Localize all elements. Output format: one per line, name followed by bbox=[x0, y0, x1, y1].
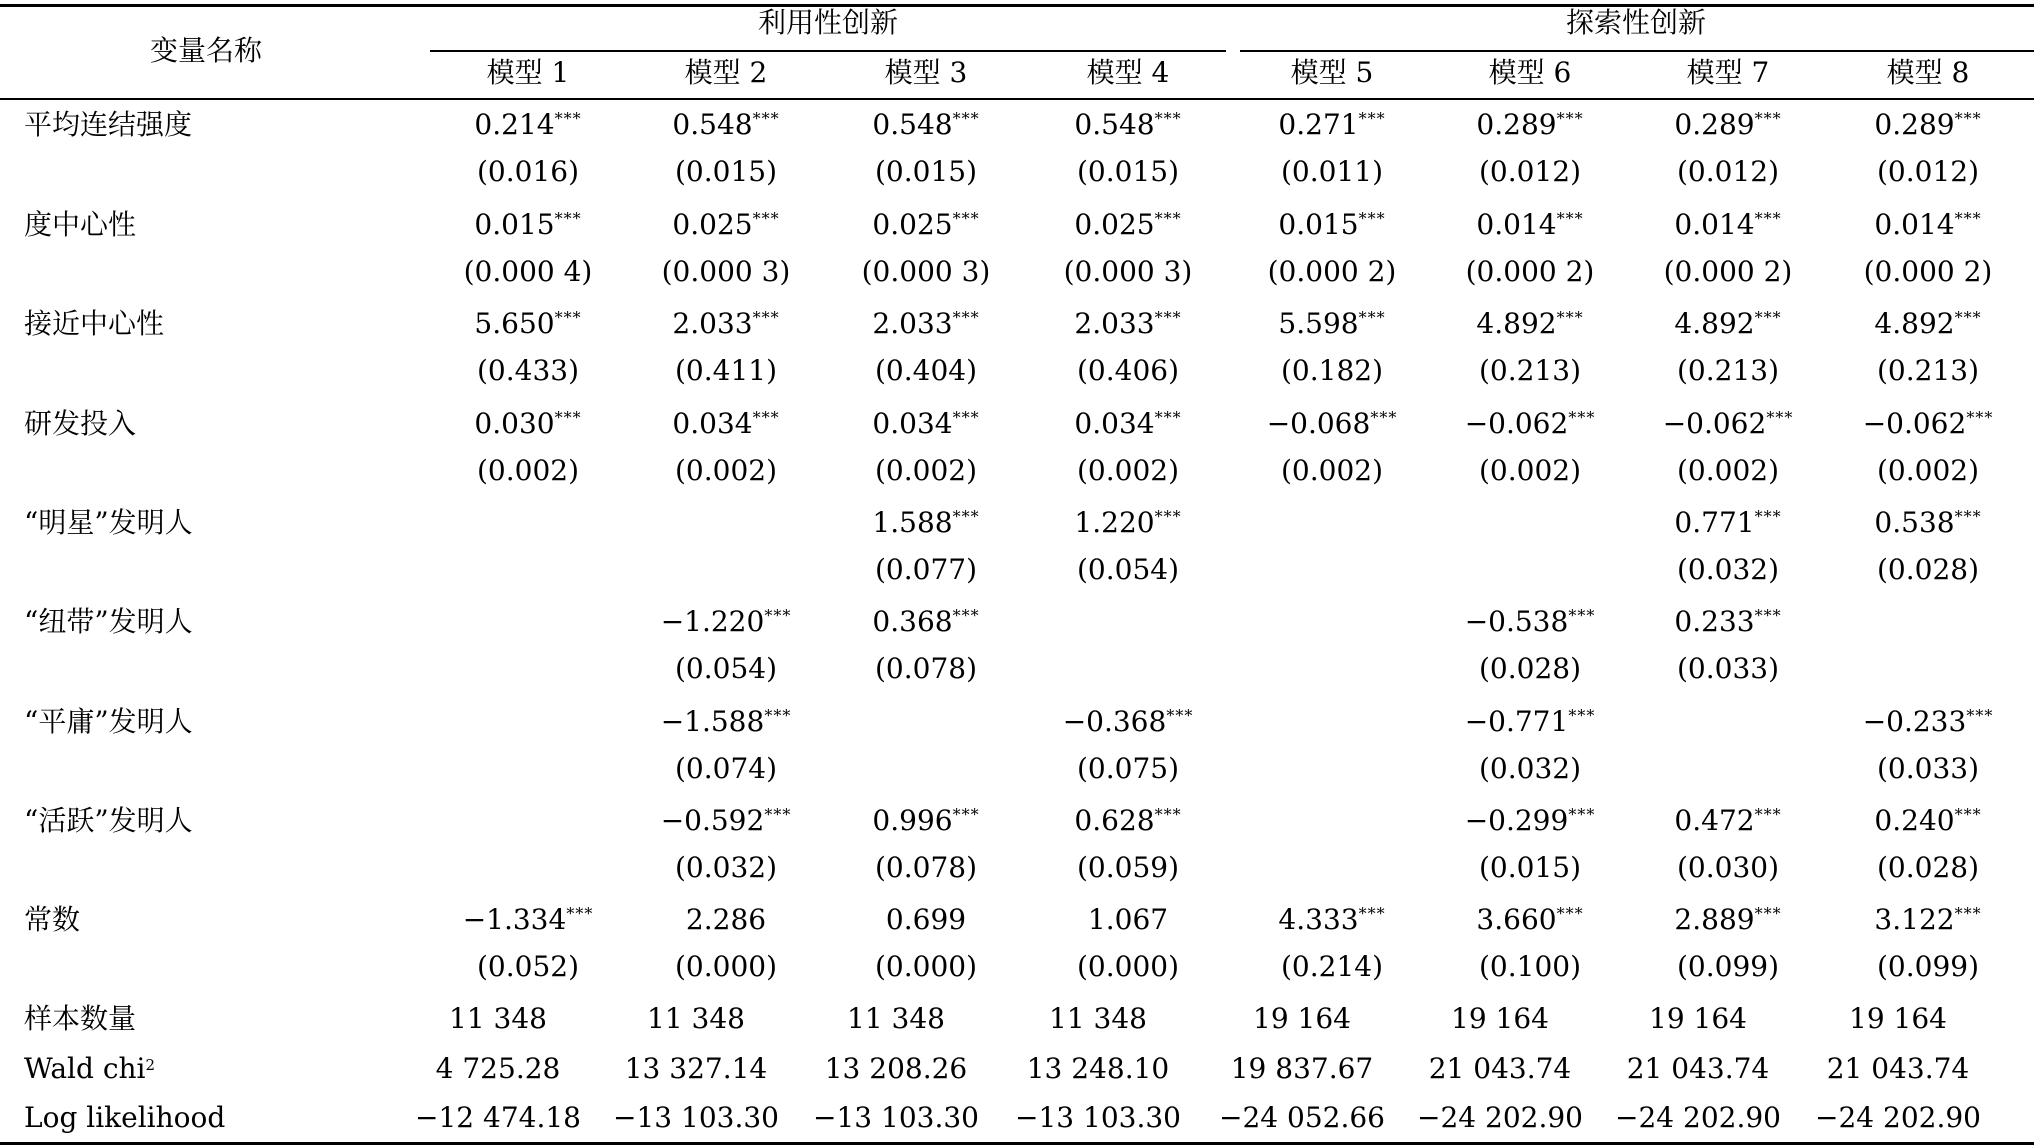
stat-value: 21 043.74 bbox=[1626, 1052, 1770, 1085]
coefficient bbox=[1063, 705, 1194, 739]
significance-stars: *** bbox=[1154, 209, 1182, 228]
standard-error: (0.015) bbox=[674, 155, 778, 188]
coefficient bbox=[872, 108, 979, 142]
coefficient-value: 4.892 bbox=[1476, 307, 1557, 340]
standard-error: (0.214) bbox=[1280, 950, 1384, 983]
stat-value: −24 202.90 bbox=[1815, 1101, 1981, 1134]
standard-error: (0.002) bbox=[1478, 454, 1582, 487]
significance-stars: *** bbox=[752, 408, 780, 427]
coefficient bbox=[1088, 903, 1168, 937]
significance-stars: *** bbox=[1966, 408, 1994, 427]
model-header: 模型 1 bbox=[486, 56, 570, 89]
significance-stars: *** bbox=[1358, 308, 1386, 327]
standard-error: (0.028) bbox=[1876, 553, 1980, 586]
stat-value: 13 208.26 bbox=[824, 1052, 968, 1085]
stat-value: 19 837.67 bbox=[1230, 1052, 1374, 1085]
standard-error: (0.074) bbox=[674, 752, 778, 785]
coefficient bbox=[872, 208, 979, 242]
coefficient bbox=[1874, 208, 1981, 242]
coefficient-value: 0.289 bbox=[1674, 108, 1755, 141]
coefficient-value: −0.771 bbox=[1464, 705, 1569, 738]
coefficient bbox=[1674, 108, 1781, 142]
coefficient-value: −1.334 bbox=[462, 903, 567, 936]
row-label: 接近中心性 bbox=[24, 307, 165, 340]
coefficient bbox=[1874, 307, 1981, 341]
coefficient-value: 4.333 bbox=[1278, 903, 1359, 936]
stat-value: 13 327.14 bbox=[624, 1052, 768, 1085]
significance-stars: *** bbox=[1154, 507, 1182, 526]
significance-stars: *** bbox=[952, 209, 980, 228]
coefficient-value: −0.368 bbox=[1062, 705, 1167, 738]
significance-stars: *** bbox=[1966, 706, 1994, 725]
stat-label bbox=[24, 1101, 225, 1135]
significance-stars: *** bbox=[1954, 507, 1982, 526]
standard-error: (0.000 2) bbox=[1663, 255, 1793, 288]
coefficient bbox=[1267, 407, 1398, 441]
coefficient-value: 0.271 bbox=[1278, 108, 1359, 141]
coefficient bbox=[1476, 903, 1583, 937]
coefficient-value: 2.033 bbox=[872, 307, 953, 340]
standard-error: (0.213) bbox=[1478, 354, 1582, 387]
coefficient bbox=[1465, 705, 1596, 739]
coefficient-value: −0.062 bbox=[1862, 407, 1967, 440]
row-label: “纽带”发明人 bbox=[24, 605, 193, 638]
significance-stars: *** bbox=[1556, 308, 1584, 327]
standard-error: (0.002) bbox=[476, 454, 580, 487]
significance-stars: *** bbox=[1954, 308, 1982, 327]
significance-stars: *** bbox=[1166, 706, 1194, 725]
coefficient bbox=[474, 307, 581, 341]
coefficient-value: 0.014 bbox=[1476, 208, 1557, 241]
significance-stars: *** bbox=[752, 209, 780, 228]
standard-error: (0.000) bbox=[1076, 950, 1180, 983]
group-header-explore: 探索性创新 bbox=[1565, 6, 1707, 39]
coefficient bbox=[1278, 108, 1385, 142]
coefficient bbox=[1674, 605, 1781, 639]
significance-stars: *** bbox=[952, 308, 980, 327]
coefficient bbox=[1874, 804, 1981, 838]
stat-value: −13 103.30 bbox=[1015, 1101, 1181, 1134]
stat-value: −12 474.18 bbox=[415, 1101, 581, 1134]
coefficient bbox=[1465, 605, 1596, 639]
significance-stars: *** bbox=[1754, 109, 1782, 128]
standard-error: (0.032) bbox=[1676, 553, 1780, 586]
coefficient-value: 3.660 bbox=[1476, 903, 1557, 936]
standard-error: (0.213) bbox=[1676, 354, 1780, 387]
significance-stars: *** bbox=[952, 805, 980, 824]
coefficient bbox=[661, 705, 792, 739]
group-rule-exploit bbox=[430, 50, 1226, 52]
coefficient bbox=[661, 804, 792, 838]
significance-stars: *** bbox=[952, 109, 980, 128]
coefficient bbox=[1278, 307, 1385, 341]
significance-stars: *** bbox=[1954, 109, 1982, 128]
coefficient bbox=[1074, 804, 1181, 838]
significance-stars: *** bbox=[1556, 209, 1584, 228]
stat-value: −13 103.30 bbox=[613, 1101, 779, 1134]
coefficient bbox=[1874, 903, 1981, 937]
standard-error: (0.000) bbox=[674, 950, 778, 983]
standard-error: (0.054) bbox=[674, 652, 778, 685]
significance-stars: *** bbox=[952, 408, 980, 427]
row-label: “活跃”发明人 bbox=[24, 804, 193, 837]
significance-stars: *** bbox=[1568, 805, 1596, 824]
model-header: 模型 8 bbox=[1886, 56, 1970, 89]
standard-error: (0.052) bbox=[476, 950, 580, 983]
coefficient bbox=[1663, 407, 1794, 441]
variable-name-header: 变量名称 bbox=[150, 34, 263, 67]
coefficient-value: 2.889 bbox=[1674, 903, 1755, 936]
significance-stars: *** bbox=[1754, 606, 1782, 625]
coefficient-value: −0.233 bbox=[1862, 705, 1967, 738]
coefficient bbox=[474, 108, 581, 142]
coefficient bbox=[672, 407, 779, 441]
significance-stars: *** bbox=[1754, 209, 1782, 228]
coefficient-value: 0.233 bbox=[1674, 605, 1755, 638]
stat-value: 19 164 bbox=[1849, 1002, 1947, 1035]
coefficient bbox=[1278, 208, 1385, 242]
standard-error: (0.000 3) bbox=[661, 255, 791, 288]
coefficient-value: 0.014 bbox=[1874, 208, 1955, 241]
stat-value: −13 103.30 bbox=[813, 1101, 979, 1134]
standard-error: (0.015) bbox=[1076, 155, 1180, 188]
significance-stars: *** bbox=[1754, 805, 1782, 824]
significance-stars: *** bbox=[554, 308, 582, 327]
coefficient bbox=[1465, 804, 1596, 838]
coefficient-value: 0.025 bbox=[872, 208, 953, 241]
coefficient-value: 0.034 bbox=[1074, 407, 1155, 440]
coefficient bbox=[1674, 506, 1781, 540]
significance-stars: *** bbox=[952, 606, 980, 625]
row-label: 常数 bbox=[24, 903, 81, 936]
stat-value: 19 164 bbox=[1253, 1002, 1351, 1035]
significance-stars: *** bbox=[952, 507, 980, 526]
coefficient-value: 5.650 bbox=[474, 307, 555, 340]
standard-error: (0.054) bbox=[1076, 553, 1180, 586]
header-bottom-rule bbox=[0, 98, 2034, 100]
stat-value: 11 348 bbox=[647, 1002, 745, 1035]
standard-error: (0.028) bbox=[1876, 851, 1980, 884]
standard-error: (0.406) bbox=[1076, 354, 1180, 387]
top-rule bbox=[0, 4, 2034, 7]
coefficient-value: 4.892 bbox=[1674, 307, 1755, 340]
coefficient bbox=[1476, 108, 1583, 142]
coefficient-value: 0.628 bbox=[1074, 804, 1155, 837]
standard-error: (0.011) bbox=[1280, 155, 1384, 188]
coefficient-value: 0.289 bbox=[1874, 108, 1955, 141]
coefficient bbox=[686, 903, 766, 937]
coefficient-value: 0.699 bbox=[885, 903, 967, 936]
stat-value: 4 725.28 bbox=[435, 1052, 561, 1085]
coefficient bbox=[1074, 407, 1181, 441]
coefficient-value: 2.033 bbox=[672, 307, 753, 340]
coefficient-value: 3.122 bbox=[1874, 903, 1955, 936]
standard-error: (0.100) bbox=[1478, 950, 1582, 983]
coefficient-value: 5.598 bbox=[1278, 307, 1359, 340]
coefficient-value: 1.067 bbox=[1087, 903, 1169, 936]
model-header: 模型 5 bbox=[1290, 56, 1374, 89]
significance-stars: *** bbox=[554, 209, 582, 228]
standard-error: (0.213) bbox=[1876, 354, 1980, 387]
model-header: 模型 3 bbox=[884, 56, 968, 89]
coefficient-value: 2.033 bbox=[1074, 307, 1155, 340]
coefficient-value: 0.034 bbox=[872, 407, 953, 440]
coefficient-value: −0.592 bbox=[660, 804, 765, 837]
significance-stars: *** bbox=[1154, 308, 1182, 327]
stat-label-text: 样本数量 bbox=[24, 1002, 137, 1035]
significance-stars: *** bbox=[1568, 606, 1596, 625]
stat-value: 11 348 bbox=[847, 1002, 945, 1035]
coefficient-value: −1.220 bbox=[660, 605, 765, 638]
standard-error: (0.002) bbox=[674, 454, 778, 487]
significance-stars: *** bbox=[1358, 209, 1386, 228]
standard-error: (0.012) bbox=[1478, 155, 1582, 188]
coefficient-value: −0.062 bbox=[1464, 407, 1569, 440]
coefficient-value: −0.299 bbox=[1464, 804, 1569, 837]
significance-stars: *** bbox=[1954, 805, 1982, 824]
stat-value: 11 348 bbox=[449, 1002, 547, 1035]
standard-error: (0.015) bbox=[1478, 851, 1582, 884]
coefficient bbox=[1674, 208, 1781, 242]
coefficient bbox=[1674, 804, 1781, 838]
standard-error: (0.000 3) bbox=[1063, 255, 1193, 288]
coefficient-value: 0.538 bbox=[1874, 506, 1955, 539]
standard-error: (0.032) bbox=[1478, 752, 1582, 785]
coefficient bbox=[463, 903, 594, 937]
standard-error: (0.000 2) bbox=[1465, 255, 1595, 288]
significance-stars: *** bbox=[1556, 109, 1584, 128]
stat-value: −24 202.90 bbox=[1615, 1101, 1781, 1134]
significance-stars: *** bbox=[1154, 109, 1182, 128]
coefficient-value: 0.014 bbox=[1674, 208, 1755, 241]
coefficient-value: −0.538 bbox=[1464, 605, 1569, 638]
coefficient bbox=[474, 407, 581, 441]
coefficient-value: 0.015 bbox=[474, 208, 555, 241]
coefficient-value: 0.025 bbox=[1074, 208, 1155, 241]
stat-value: 21 043.74 bbox=[1826, 1052, 1970, 1085]
coefficient-value: −1.588 bbox=[660, 705, 765, 738]
coefficient bbox=[474, 208, 581, 242]
significance-stars: *** bbox=[554, 408, 582, 427]
stat-value: 13 248.10 bbox=[1026, 1052, 1170, 1085]
significance-stars: *** bbox=[764, 606, 792, 625]
significance-stars: *** bbox=[1754, 904, 1782, 923]
stat-value: 19 164 bbox=[1649, 1002, 1747, 1035]
row-label: 度中心性 bbox=[24, 208, 137, 241]
coefficient-value: −0.068 bbox=[1266, 407, 1371, 440]
coefficient-value: 0.996 bbox=[872, 804, 953, 837]
standard-error: (0.016) bbox=[476, 155, 580, 188]
coefficient-value: 0.240 bbox=[1874, 804, 1955, 837]
significance-stars: *** bbox=[1766, 408, 1794, 427]
significance-stars: *** bbox=[1358, 904, 1386, 923]
group-rule-explore bbox=[1240, 50, 2034, 52]
coefficient-value: 0.472 bbox=[1674, 804, 1755, 837]
significance-stars: *** bbox=[1370, 408, 1398, 427]
coefficient-value: 0.015 bbox=[1278, 208, 1359, 241]
coefficient bbox=[872, 407, 979, 441]
stat-label-text: Wald chi bbox=[24, 1052, 146, 1085]
standard-error: (0.077) bbox=[874, 553, 978, 586]
stat-label bbox=[24, 1052, 155, 1086]
row-label: 研发投入 bbox=[24, 407, 137, 440]
standard-error: (0.000 4) bbox=[463, 255, 593, 288]
coefficient bbox=[672, 307, 779, 341]
coefficient-value: 0.548 bbox=[872, 108, 953, 141]
standard-error: (0.404) bbox=[874, 354, 978, 387]
coefficient-value: 0.034 bbox=[672, 407, 753, 440]
coefficient bbox=[872, 307, 979, 341]
model-header: 模型 7 bbox=[1686, 56, 1770, 89]
row-label: “明星”发明人 bbox=[24, 506, 193, 539]
standard-error: (0.002) bbox=[1876, 454, 1980, 487]
coefficient bbox=[1074, 208, 1181, 242]
coefficient bbox=[1674, 903, 1781, 937]
stat-label bbox=[24, 1002, 136, 1036]
coefficient bbox=[661, 605, 792, 639]
coefficient bbox=[1874, 506, 1981, 540]
significance-stars: *** bbox=[1154, 805, 1182, 824]
standard-error: (0.012) bbox=[1676, 155, 1780, 188]
model-header: 模型 6 bbox=[1488, 56, 1572, 89]
coefficient-value: −0.062 bbox=[1662, 407, 1767, 440]
coefficient bbox=[1278, 903, 1385, 937]
coefficient-value: 0.368 bbox=[872, 605, 953, 638]
coefficient-value: 0.214 bbox=[474, 108, 555, 141]
significance-stars: *** bbox=[752, 109, 780, 128]
standard-error: (0.033) bbox=[1676, 652, 1780, 685]
coefficient bbox=[1476, 307, 1583, 341]
standard-error: (0.000 2) bbox=[1267, 255, 1397, 288]
standard-error: (0.002) bbox=[1076, 454, 1180, 487]
standard-error: (0.028) bbox=[1478, 652, 1582, 685]
coefficient bbox=[1074, 506, 1181, 540]
standard-error: (0.433) bbox=[476, 354, 580, 387]
coefficient-value: 0.548 bbox=[1074, 108, 1155, 141]
stat-value: −24 202.90 bbox=[1417, 1101, 1583, 1134]
coefficient bbox=[1863, 407, 1994, 441]
row-label: 平均连结强度 bbox=[24, 108, 193, 141]
standard-error: (0.078) bbox=[874, 652, 978, 685]
bottom-rule bbox=[0, 1142, 2034, 1145]
standard-error: (0.075) bbox=[1076, 752, 1180, 785]
standard-error: (0.411) bbox=[674, 354, 778, 387]
standard-error: (0.033) bbox=[1876, 752, 1980, 785]
significance-stars: *** bbox=[1754, 507, 1782, 526]
standard-error: (0.032) bbox=[674, 851, 778, 884]
coefficient-value: 0.025 bbox=[672, 208, 753, 241]
standard-error: (0.182) bbox=[1280, 354, 1384, 387]
standard-error: (0.099) bbox=[1676, 950, 1780, 983]
significance-stars: *** bbox=[1754, 308, 1782, 327]
coefficient bbox=[872, 804, 979, 838]
standard-error: (0.015) bbox=[874, 155, 978, 188]
stat-value: 21 043.74 bbox=[1428, 1052, 1572, 1085]
standard-error: (0.002) bbox=[1280, 454, 1384, 487]
coefficient bbox=[872, 605, 979, 639]
significance-stars: *** bbox=[764, 706, 792, 725]
coefficient bbox=[1476, 208, 1583, 242]
coefficient bbox=[1465, 407, 1596, 441]
coefficient bbox=[1074, 108, 1181, 142]
coefficient bbox=[1074, 307, 1181, 341]
row-label: “平庸”发明人 bbox=[24, 705, 193, 738]
coefficient bbox=[1674, 307, 1781, 341]
standard-error: (0.000 3) bbox=[861, 255, 991, 288]
coefficient bbox=[672, 208, 779, 242]
standard-error: (0.002) bbox=[1676, 454, 1780, 487]
stat-label-text: Log likelihood bbox=[24, 1101, 226, 1134]
standard-error: (0.000 2) bbox=[1863, 255, 1993, 288]
coefficient bbox=[886, 903, 966, 937]
significance-stars: *** bbox=[566, 904, 594, 923]
coefficient-value: 0.548 bbox=[672, 108, 753, 141]
group-header-exploit: 利用性创新 bbox=[757, 6, 899, 39]
standard-error: (0.099) bbox=[1876, 950, 1980, 983]
coefficient bbox=[672, 108, 779, 142]
significance-stars: *** bbox=[1154, 408, 1182, 427]
coefficient-value: 0.771 bbox=[1674, 506, 1755, 539]
significance-stars: *** bbox=[1954, 904, 1982, 923]
coefficient-value: 0.289 bbox=[1476, 108, 1557, 141]
coefficient bbox=[1863, 705, 1994, 739]
significance-stars: *** bbox=[1954, 209, 1982, 228]
coefficient bbox=[872, 506, 979, 540]
standard-error: (0.030) bbox=[1676, 851, 1780, 884]
standard-error: (0.059) bbox=[1076, 851, 1180, 884]
standard-error: (0.078) bbox=[874, 851, 978, 884]
significance-stars: *** bbox=[752, 308, 780, 327]
standard-error: (0.002) bbox=[874, 454, 978, 487]
stat-value: 19 164 bbox=[1451, 1002, 1549, 1035]
stat-value: 11 348 bbox=[1049, 1002, 1147, 1035]
coefficient-value: 1.588 bbox=[872, 506, 953, 539]
standard-error: (0.012) bbox=[1876, 155, 1980, 188]
significance-stars: *** bbox=[764, 805, 792, 824]
stat-label-superscript: 2 bbox=[145, 1056, 156, 1074]
coefficient-value: 4.892 bbox=[1874, 307, 1955, 340]
significance-stars: *** bbox=[1556, 904, 1584, 923]
coefficient-value: 2.286 bbox=[685, 903, 767, 936]
significance-stars: *** bbox=[554, 109, 582, 128]
coefficient-value: 0.030 bbox=[474, 407, 555, 440]
stat-value: −24 052.66 bbox=[1219, 1101, 1385, 1134]
model-header: 模型 4 bbox=[1086, 56, 1170, 89]
significance-stars: *** bbox=[1358, 109, 1386, 128]
significance-stars: *** bbox=[1568, 408, 1596, 427]
significance-stars: *** bbox=[1568, 706, 1596, 725]
model-header: 模型 2 bbox=[684, 56, 768, 89]
coefficient bbox=[1874, 108, 1981, 142]
standard-error: (0.000) bbox=[874, 950, 978, 983]
coefficient-value: 1.220 bbox=[1074, 506, 1155, 539]
